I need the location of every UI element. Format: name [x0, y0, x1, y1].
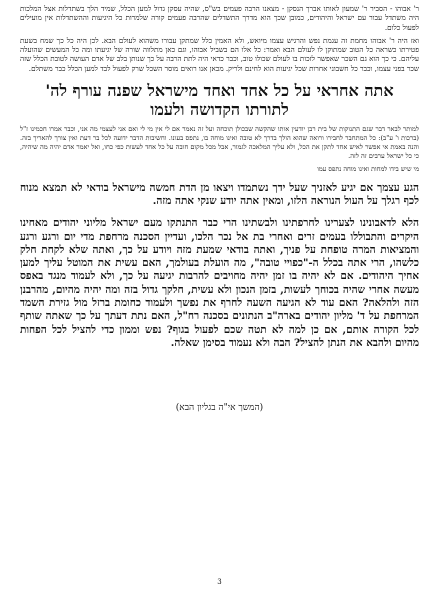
document-page	[20, 4, 419, 600]
section-heading	[20, 81, 419, 119]
main-paragraph-2: הלא לדאבונינו לצערינו לחרפתינו ולבשתינו הרי כבר התנתקו מעם ישראל מליוני יהודים מאחינו היקרים והתבוללו בעמים זרים ואחרי בת אל נכר הלכו, ועדיין הסכנה מרחפת מדי יום ורגע ורגע והמציאות המרה טופחת על פניך, ואתה בודאי שמעת מזה ויודע על כך, ואתה שלא לקחת חלק כלשהו, הרי אתה בכלל ה-"כפויי טובה", מה הועלת בעולמך, האם עשית את המוטל עליך למען אחיך היהודים. אם לא יהיה בו זמן יהיה מחויבים להרבות יגיעה על כך, ולא לעמוד מנגד באפס מעשה אחרי שהיה בכוחך לעשות, בזמן הנכון ולא עשית, חלקך גדול בזה ומה יהיה מהיום, מהרבנן הזה ולהלאה? האם עוד לא הגיעה השעה לחרף את נפשך ולעמוד כחומת ברזל מול גזירת השמד המרחפת על ד' מליון יהודים בארה"ב הנתונים בסכנה רח"ל, האם נתת דעתך על כך שאתה שותף לכל הקורה אותם, אם כן למה לא תטה שכם לפעול בגוף? נפש וממון כדי להציל לכל הפחות מהיום ולהבא את הנתן להציל? הבה ולא נעמוד בסימן שאלה.	[20, 217, 419, 349]
main-paragraph-1: הגע עצמך אם יגיע לאזניך שעל ידך נשתמדו ויצאו מן הדת חמשה מישראל בודאי לא תמצא מנוח לכף רגלך על העול הנוראה הלזו, ומאין אתה יודע שנקי אתה מזה.	[20, 181, 419, 207]
small-paragraph-2: מי שיש בידו למחות ואינו מוחה נתפס עמו	[317, 164, 419, 173]
page-number: 3	[217, 578, 222, 586]
intro-paragraph-2: ואז היה ר' אבוהו מחמת זה עגמת נפש והרגיש עצמו מיואש, ולא האמין כלל שמתקן עבורו משהוא לעולם הבא. לכן היה כל כך שמח בשעת פטירתו כשראה כל הטוב שמתוקן לו לעולם הבא ואמר: כל אלו הם בשביל אבוהו, וגם כאן מתלווה שורה של יגיעתו ומה כל המעשים שהועלה עליהם. כי כך הוא גם השכר שאפשר לזכות בו לעולם שכולו טוב, וכבר כדאי היה לתת הרבה על כך שנותן בלב של אדם העושה לטובת הכלל שזה שכר בפני עצמו, וכבר כל חשבוני אחרות שכל יגיעות הוא לחינם ולריק. מכאן אנו רואים מוסר השכל שרק לפעול לבד למען הכלל כבר משתלם.	[20, 35, 419, 73]
intro-paragraph-1: ר' אבוהו - הסביר ר' שמעון לאותו אברך הנסקן - מצאנו הרבה פעמים בש"ס, שהיה עסקן גדול למען הכלל, שמיד הלך בשתדלות אצל המלכות היה משתדל עבור עם ישראל והיהודים, כמובן שכך הוא מדרך התשדלים שהרבה פעמים קורה שלמרות כל היגיעות וההשתדלות אין מועילים לפעול כלום.	[20, 4, 419, 32]
section-heading-line-2: לתורתו הקדושה ולעמו	[150, 100, 289, 120]
continuation-note: (המשך אי"ה בגליון הבא)	[175, 403, 264, 414]
section-heading-line-1: אתה אחראי על כל אחד ואחד מישראל שפנה עורף לה'	[45, 81, 394, 101]
small-paragraph-1: למותר לבאר דבר שגם התנוקות של בית רבן יודעין אותו שהקשה שבכולן תוכחה ועל זה נאמר אם לי אין מי לי ואם אני לעצמי מה אני, וכבר אמרו חכמינו ז"ל (ברכות ו' ע"ב): כל המתחבר לחבירו ורואה שהוא הולך בדרך לא טובה ואינו מוחה בו, נתפס בעונו. וחשיבות הדבר ידועה לכל בר דעת ואין צורך להאריך בזה. והנה באמת אי אפשר לאיש אחד לתקן את הכל, ולא עליך המלאכה לגמור, אבל מכל מקום חובה על כל אחד לעשות כפי כחו, ואל יאמר אדם יהיה מה שיהיה, כי כל ישראל ערבים זה לזה.	[20, 125, 419, 160]
